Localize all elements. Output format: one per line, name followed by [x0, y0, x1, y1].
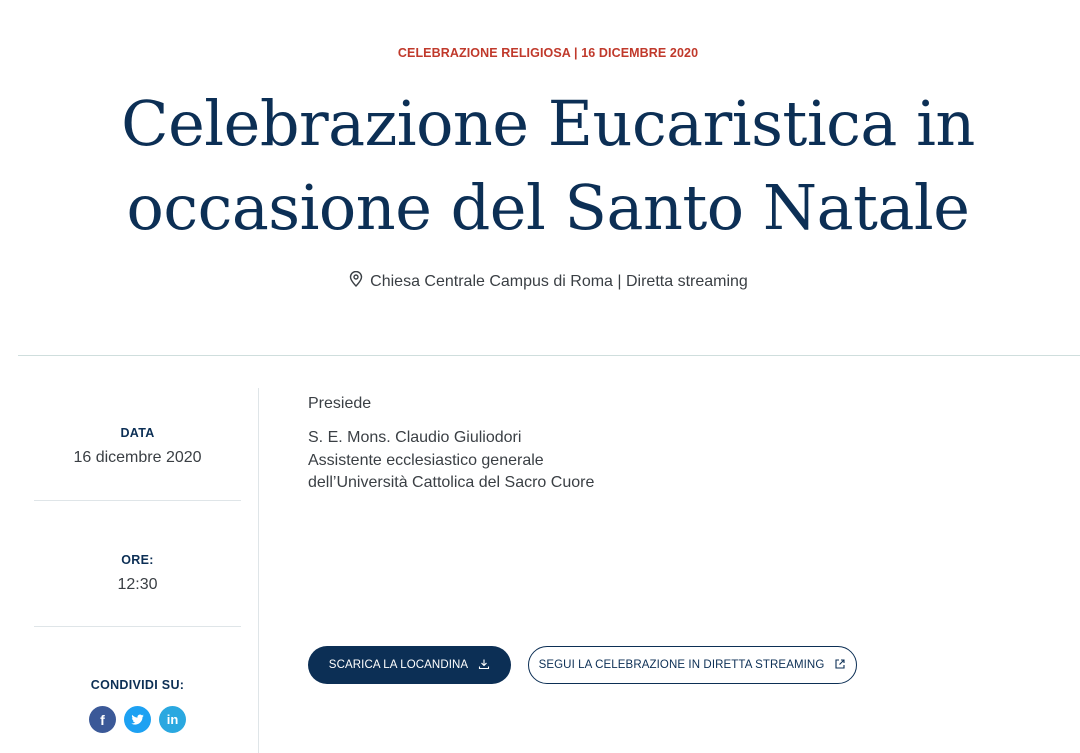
event-category: CELEBRAZIONE RELIGIOSA | 16 DICEMBRE 2020 [397, 46, 699, 60]
title-line-1: Celebrazione Eucaristica in [121, 87, 975, 160]
page-title [0, 82, 1080, 250]
twitter-icon[interactable] [124, 706, 151, 733]
section-divider [18, 355, 1080, 356]
facebook-glyph: f [100, 711, 105, 728]
column-divider [258, 388, 259, 753]
linkedin-icon[interactable] [159, 706, 186, 733]
event-sidebar [34, 388, 241, 733]
share-block [34, 627, 241, 733]
celebrant-institution: dell’Università Cattolica del Sacro Cuore [308, 474, 595, 491]
follow-stream-label: SEGUI LA CELEBRAZIONE IN DIRETTA STREAMING [538, 659, 825, 671]
follow-stream-button[interactable] [528, 646, 857, 684]
facebook-icon[interactable] [89, 706, 116, 733]
location-pin-icon [348, 271, 364, 292]
presiede-label: Presiede [308, 395, 372, 412]
celebrant-role: Assistente ecclesiastico generale [308, 451, 544, 469]
download-poster-button[interactable] [308, 646, 511, 684]
event-details [308, 393, 594, 495]
event-location [0, 271, 1080, 292]
date-label: DATA [120, 426, 155, 440]
location-text: Chiesa Centrale Campus di Roma | Diretta streaming [370, 272, 748, 290]
time-value: 12:30 [117, 576, 158, 593]
download-icon [478, 658, 490, 673]
linkedin-glyph: in [166, 712, 179, 727]
date-block [34, 388, 241, 500]
time-label: ORE: [121, 553, 154, 567]
share-label: CONDIVIDI SU: [90, 678, 185, 692]
date-value: 16 dicembre 2020 [73, 449, 202, 466]
download-poster-label: SCARICA LA LOCANDINA [328, 659, 469, 671]
celebrant-name: S. E. Mons. Claudio Giuliodori [308, 429, 522, 446]
time-block [34, 501, 241, 626]
social-links [34, 706, 241, 733]
external-link-icon [834, 658, 846, 673]
title-line-2: occasione del Santo Natale [126, 171, 970, 244]
